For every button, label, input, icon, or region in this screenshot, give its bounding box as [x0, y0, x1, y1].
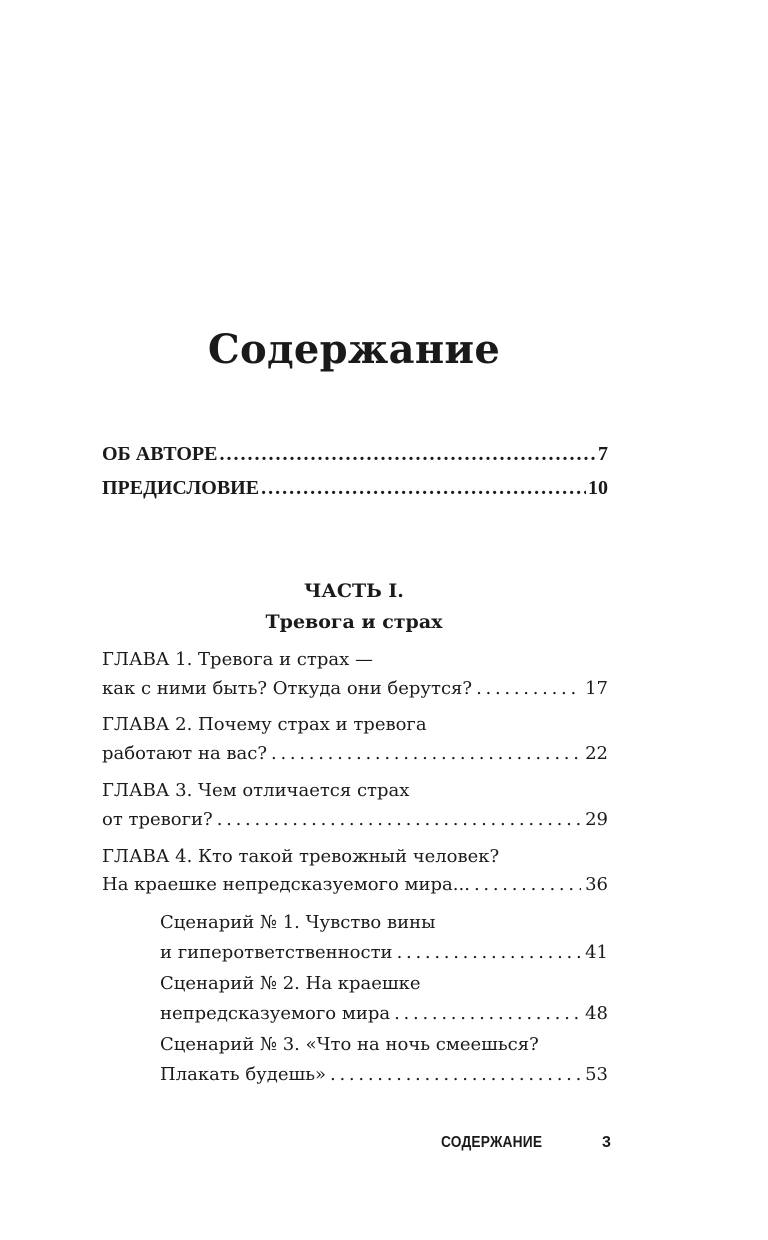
scenario-2-entry [160, 999, 608, 1029]
part-number: ЧАСТЬ I. [304, 580, 404, 602]
chapter-2-title-line-2: работают на вас? [102, 743, 268, 764]
dot-leader [394, 999, 581, 1029]
part-name: Тревога и страх [265, 611, 443, 633]
chapter-3-title-line: ГЛАВА 3. Чем отличается страх [102, 780, 410, 801]
chapter-2-title-line: ГЛАВА 2. Почему страх и тревога [102, 714, 427, 735]
chapter-1-title-line: ГЛАВА 1. Тревога и страх — [102, 649, 373, 670]
chapter-4-title-line-2: На краешке непредсказуемого мира... [102, 874, 470, 895]
toc-page-number: 53 [585, 1064, 608, 1085]
toc-page-number: 48 [585, 1003, 608, 1024]
toc-page-number: 10 [588, 477, 608, 499]
toc-page-number: 36 [585, 874, 608, 895]
dot-leader [220, 439, 597, 469]
dot-leader [476, 674, 581, 704]
toc-page-number: 7 [598, 443, 608, 465]
scenario-1-entry [160, 938, 608, 968]
dot-leader [330, 1060, 581, 1090]
toc-entry-label: ПРЕДИСЛОВИЕ [102, 477, 260, 499]
scenario-1-title-line: Сценарий № 1. Чувство вины [160, 912, 436, 933]
page-title: Содержание [207, 325, 501, 373]
scenario-3-title-line: Сценарий № 3. «Что на ночь смеешься? [160, 1034, 539, 1055]
dot-leader [397, 938, 582, 968]
scenario-1-title-line-2: и гиперответственности [160, 942, 393, 963]
running-head: СОДЕРЖАНИЕ [441, 1134, 543, 1151]
scenario-3-title-line-2: Плакать будешь» [160, 1064, 327, 1085]
chapter-1-title-line-2: как с ними быть? Откуда они берутся? [102, 678, 473, 699]
dot-leader [474, 870, 581, 900]
toc-entry-label: ОБ АВТОРЕ [102, 443, 218, 465]
dot-leader [217, 805, 581, 835]
chapter-4-title-line: ГЛАВА 4. Кто такой тревожный человек? [102, 846, 500, 867]
dot-leader [271, 739, 581, 769]
folio-page-number: 3 [602, 1134, 611, 1151]
toc-page-number: 41 [585, 942, 608, 963]
dot-leader [261, 473, 586, 503]
chapter-3-entry [102, 805, 608, 835]
toc-page-number: 29 [585, 809, 608, 830]
scenario-2-title-line-2: непредсказуемого мира [160, 1003, 391, 1024]
chapter-3-title-line-2: от тревоги? [102, 809, 213, 830]
scenario-2-title-line: Сценарий № 2. На краешке [160, 973, 421, 994]
chapter-1-entry [102, 674, 608, 704]
toc-page-number: 22 [585, 743, 608, 764]
toc-entry-preface [102, 473, 608, 503]
toc-page-number: 17 [585, 678, 608, 699]
scenario-3-entry [160, 1060, 608, 1090]
toc-entry-about-author [102, 439, 608, 469]
chapter-2-entry [102, 739, 608, 769]
chapter-4-entry [102, 870, 608, 900]
